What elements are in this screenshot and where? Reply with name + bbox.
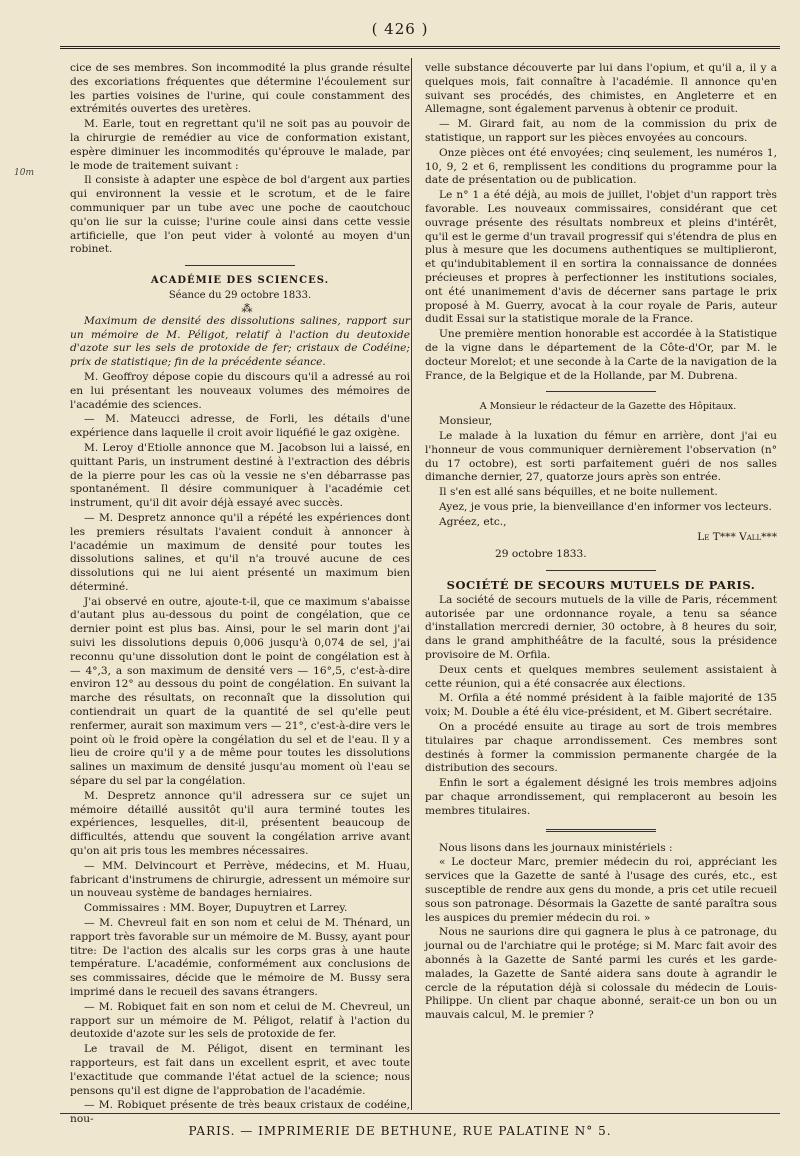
- paragraph: — M. Robiquet présente de très beaux cristaux de codéine, nou-: [70, 1099, 410, 1126]
- paragraph: Deux cents et quelques membres seulement assistaient à cette réunion, qui a été consacrée aux élections.: [425, 663, 777, 690]
- page-number: ( 426 ): [371, 20, 429, 38]
- divider: [546, 391, 656, 392]
- paragraph: On a procédé ensuite au tirage au sort de trois membres titulaires par chaque arrondissement. Ces membres sont destinés à former la commission permanente chargée de la distribution des secours.: [425, 721, 777, 775]
- divider: [185, 265, 295, 266]
- section-title-societe: SOCIÉTÉ DE SECOURS MUTUELS DE PARIS.: [446, 578, 756, 593]
- paragraph: Le travail de M. Péligot, disent en terminant les rapporteurs, est fait dans un excellent esprit, et avec toute l'exactitude que commande l'état actuel de la science; nous pensons qu'il est digne de l'approbation de l'académie.: [70, 1043, 410, 1097]
- left-column: [70, 62, 410, 1128]
- paragraph: Une première mention honorable est accordée à la Statistique de la vigne dans le département de la Côte-d'Or, par M. le docteur Morelot; et une seconde à la Carte de la navigation de la France, de la Belgique et de la Hollande, par M. Dubrena.: [425, 328, 777, 382]
- letter-heading: A Monsieur le rédacteur de la Gazette des Hôpitaux.: [479, 401, 737, 413]
- paragraph: — M. Chevreul fait en son nom et celui de M. Thénard, un rapport très favorable sur un mémoire de M. Bussy, ayant pour titre: De l'action des alcalis sur les corps gras à une haute température. L'académie, conformément aux conclusions de ses commissaires, décide que le mémoire de M. Bussy sera imprimé dans le recueil des savans étrangers.: [70, 917, 410, 998]
- ornament: ⁂: [241, 301, 253, 315]
- paragraph: velle substance découverte par lui dans l'opium, et qu'il a, il y a quelques mois, fait connaître à l'académie. Il annonce qu'en suivant ses procédés, des chimistes, en Angleterre et en Allemagne, sont également parvenus à obtenir ce produit.: [425, 62, 777, 116]
- paragraph: Il s'en est allé sans béquilles, et ne boite nullement.: [439, 486, 718, 499]
- paragraph: Il consiste à adapter une espèce de bol d'argent aux parties qui environnent la vessie et le scrotum, et de le faire communiquer par un tube avec une poche de caoutchouc qu'on lie sur la cuisse; l'urine coule ainsi dans cette vessie artificielle, que l'on peut vider à volonté au moyen d'un robinet.: [70, 174, 410, 256]
- margin-handwritten-note: 10m: [14, 168, 34, 178]
- paragraph: Onze pièces ont été envoyées; cinq seulement, les numéros 1, 10, 9, 2 et 6, remplissent les conditions du programme pour la date de présentation ou de publication.: [425, 146, 777, 187]
- paragraph: La société de secours mutuels de la ville de Paris, récemment autorisée par une ordonnance royale, a tenu sa séance d'installation mercredi dernier, 30 octobre, à 8 heures du soir, dans le grand amphithéâtre de la faculté, sous la présidence provisoire de M. Orfila.: [425, 593, 777, 662]
- paragraph: Enfin le sort a également désigné les trois membres adjoins par chaque arrondissement, qui remplaceront au besoin les membres titulaires.: [425, 777, 777, 817]
- letter-date: 29 octobre 1833.: [495, 548, 587, 561]
- paragraph: M. Earle, tout en regrettant qu'il ne soit pas au pouvoir de la chirurgie de remédier au vice de conformation existant, espère diminuer les incommodités qu'éprouve le malade, par le mode de traitement suivant :: [70, 118, 410, 172]
- paragraph: Le n° 1 a été déjà, au mois de juillet, l'objet d'un rapport très favorable. Les nouveaux commissaires, considérant que cet ouvrage présente des résultats nombreux et pleins d'intérêt, qu'il est le germe d'un travail progressif qui s'étendra de plus en plus à mesure que les documens authentiques se multiplieront, et qu'indubitablement il en sortira la connaissance de données précieuses et propres à perfectionner les institutions sociales, ont été unanimement d'avis de décerner sans partage le prix proposé à M. Guerry, avocat à la cour royale de Paris, auteur dudit Essai sur la statistique morale de la France.: [425, 189, 777, 326]
- divider: [546, 570, 656, 571]
- section-title-academie: ACADÉMIE DES SCIENCES.: [150, 275, 330, 287]
- column-divider: [411, 58, 412, 1110]
- paragraph: « Le docteur Marc, premier médecin du roi, appréciant les services que la Gazette de santé à l'usage des curés, etc., est susceptible de rendre aux gens du monde, a pris cet utile recueil sous son patronage. Désormais la Gazette de santé paraîtra sous les auspices du premier médecin du roi. »: [425, 856, 777, 924]
- paragraph: M. Despretz annonce qu'il adressera sur ce sujet un mémoire détaillé aussitôt qu'il aura terminé toutes les expériences, lesquelles, dit-il, présentent beaucoup de difficultés, attendu que souvent la congélation arrive avant qu'on ait pris tous les membres nécessaires.: [70, 789, 410, 858]
- paragraph: Agréez, etc.,: [439, 515, 507, 528]
- paragraph: Nous lisons dans les journaux ministériels :: [439, 841, 673, 854]
- paragraph: — MM. Delvincourt et Perrève, médecins, et M. Huau, fabricant d'instrumens de chirurgie, adressent un mémoire sur un nouveau système de bandages herniaires.: [70, 859, 410, 900]
- seance-date: Séance du 29 octobre 1833.: [168, 289, 312, 301]
- paragraph: Ayez, je vous prie, la bienveillance d'en informer vos lecteurs.: [439, 500, 772, 513]
- letter-salutation: Monsieur,: [439, 415, 493, 428]
- paragraph: — M. Girard fait, au nom de la commission du prix de statistique, un rapport sur les pièces envoyées au concours.: [425, 118, 777, 144]
- section-summary: Maximum de densité des dissolutions salines, rapport sur un mémoire de M. Péligot, relatif à l'action du deutoxide d'azote sur les sels de protoxide de fer; cristaux de Codéine; prix de statistique; fin de la précédente séance.: [70, 314, 410, 369]
- paragraph: Le malade à la luxation du fémur en arrière, dont j'ai eu l'honneur de vous communiquer dernièrement l'observation (n° du 17 octobre), est sorti parfaitement guéri de nos salles dimanche dernier, 27, quatorze jours après son entrée.: [425, 429, 777, 484]
- header-rule: [60, 46, 780, 49]
- paragraph: cice de ses membres. Son incommodité la plus grande résulte des excoriations fréquentes que détermine l'écoulement sur les parties voisines de l'urine, qui coule constamment des extrémités ouvertes des uretères.: [70, 62, 410, 116]
- divider: [546, 829, 656, 832]
- imprint-line: PARIS. — IMPRIMERIE DE BETHUNE, RUE PALATINE N° 5.: [188, 1124, 612, 1138]
- paragraph: M. Leroy d'Etiolle annonce que M. Jacobson lui a laissé, en quittant Paris, un instrument destiné à l'extraction des débris de la pierre pour les cas où la vessie ne s'en débarrasse pas spontanément. Il désire communiquer à l'académie cet instrument, qu'il dit avoir déjà essayé avec succès.: [70, 441, 410, 510]
- paragraph: Commissaires : MM. Boyer, Dupuytren et Larrey.: [84, 902, 348, 915]
- paragraph: — M. Robiquet fait en son nom et celui de M. Chevreul, un rapport sur un mémoire de M. Péligot, relatif à l'action du deutoxide d'azote sur les sels de protoxide de fer.: [70, 1000, 410, 1041]
- paragraph: — M. Despretz annonce qu'il a répété les expériences dont les premiers résultats l'avaient conduit à annoncer à l'académie un maximum de densité pour toutes les dissolutions salines, et qu'il n'a trouvé aucune de ces dissolutions qui ne lui aient présenté un maximum bien déterminé.: [70, 511, 410, 593]
- right-column: [425, 62, 777, 1024]
- paragraph: — M. Mateucci adresse, de Forli, les détails d'une expérience dans laquelle il croit avoir liquéfié le gaz oxigène.: [70, 413, 410, 440]
- footer-rule: [60, 1113, 780, 1114]
- paragraph: Nous ne saurions dire qui gagnera le plus à ce patronage, du journal ou de l'archiatre qui le protége; si M. Marc fait avoir des abonnés à la Gazette de Santé parmi les curés et les garde-malades, la Gazette de Santé aidera sans doute à agrandir le cercle de la réputation déjà si colossale du médecin de Louis-Philippe. Un client par chaque abonné, serait-ce un bon ou un mauvais calcul, M. le premier ?: [425, 926, 777, 1022]
- paragraph: J'ai observé en outre, ajoute-t-il, que ce maximum s'abaisse d'autant plus au-dessous du point de congélation, que ce dernier point est plus bas. Ainsi, pour le sel marin dont j'ai suivi les dissolutions depuis 0,006 jusqu'à 0,074 de sel, j'ai reconnu qu'une dissolution dont le point de congélation est à — 4°,3, a son maximum de densité vers — 16°,5, c'est-à-dire environ 12° au dessous du point de congélation. En suivant la marche des résultats, on reconnaît que la dissolution qui contiendrait un quart de la quantité de sel qu'elle peut renfermer, aurait son maximum vers — 21°, c'est-à-dire vers le point où le froid opère la congélation du sel et de l'eau. Il y a lieu de croire qu'il y a de même pour toutes les dissolutions salines un maximum de densité jusqu'au moment où l'eau se sépare du sel par la congélation.: [70, 595, 410, 788]
- paragraph: M. Geoffroy dépose copie du discours qu'il a adressé au roi en lui présentant les nouveaux volumes des mémoires de l'académie des sciences.: [70, 370, 410, 411]
- paragraph: M. Orfila a été nommé président à la faible majorité de 135 voix; M. Double a été élu vice-président, et M. Gibert secrétaire.: [425, 692, 777, 719]
- letter-signature: Le T*** Vall***: [697, 530, 777, 543]
